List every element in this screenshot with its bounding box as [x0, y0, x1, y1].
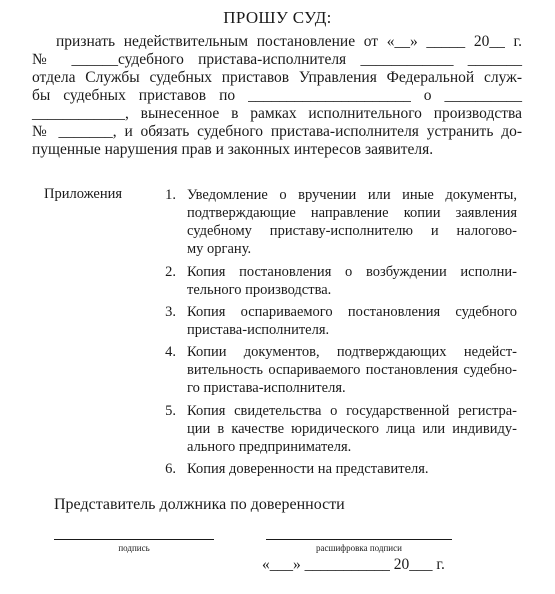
- signature-decoding-blank: [266, 539, 452, 540]
- attachment-line: ции в качестве юридического лица или индивиду-: [187, 421, 517, 437]
- attachment-line: Копии документов, подтверждающих недейст-: [187, 344, 517, 360]
- attachment-line: ального предпринимателя.: [187, 439, 352, 455]
- signature-blank: [54, 539, 214, 540]
- attachment-line: Копия доверенности на представителя.: [187, 461, 429, 477]
- attachment-number: 4.: [165, 344, 176, 360]
- attachment-line: Копия свидетельства о государственной регистра-: [187, 403, 517, 419]
- request-line: ____________, вынесенное в рамках исполнительного производства: [32, 105, 522, 122]
- document-heading: ПРОШУ СУД:: [223, 8, 332, 27]
- attachment-line: тельного производства.: [187, 282, 332, 298]
- attachment-number: 3.: [165, 304, 176, 320]
- attachment-line: Уведомление о вручении или иные документы,: [187, 187, 517, 203]
- request-line: № ______судебного пристава-исполнителя ____________ _______: [32, 51, 522, 68]
- signature-title: Представитель должника по доверенности: [54, 496, 345, 513]
- attachment-number: 6.: [165, 461, 176, 477]
- attachment-line: вительность оспариваемого постановления судебно-: [187, 362, 517, 378]
- attachment-number: 5.: [165, 403, 176, 419]
- signature-decoding-caption: расшифровка подписи: [316, 543, 402, 553]
- request-line: № _______, и обязать судебного пристава-исполнителя устранить до-: [32, 123, 522, 140]
- attachment-number: 1.: [165, 187, 176, 203]
- request-line: пущенные нарушения прав и законных интересов заявителя.: [32, 141, 434, 158]
- attachment-number: 2.: [165, 264, 176, 280]
- attachment-line: судебному приставу-исполнителю и налогово-: [187, 223, 517, 239]
- attachment-line: подтверждающие направление копии заявления: [187, 205, 517, 221]
- request-line: признать недействительным постановление от «__» _____ 20__ г.: [56, 33, 522, 50]
- attachment-line: пристава-исполнителя.: [187, 322, 330, 338]
- attachment-line: Копия оспариваемого постановления судебного: [187, 304, 517, 320]
- attachment-line: Копия постановления о возбуждении исполни-: [187, 264, 517, 280]
- attachment-line: му органу.: [187, 241, 252, 257]
- request-line: бы судебных приставов по _____________________ о __________: [32, 87, 522, 104]
- signature-caption: подпись: [118, 543, 150, 553]
- date-line: «___» ___________ 20___ г.: [262, 556, 445, 573]
- attachments-label: Приложения: [44, 186, 123, 202]
- attachment-line: го пристава-исполнителя.: [187, 380, 346, 396]
- request-line: отдела Службы судебных приставов Управления Федеральной служ-: [32, 69, 522, 86]
